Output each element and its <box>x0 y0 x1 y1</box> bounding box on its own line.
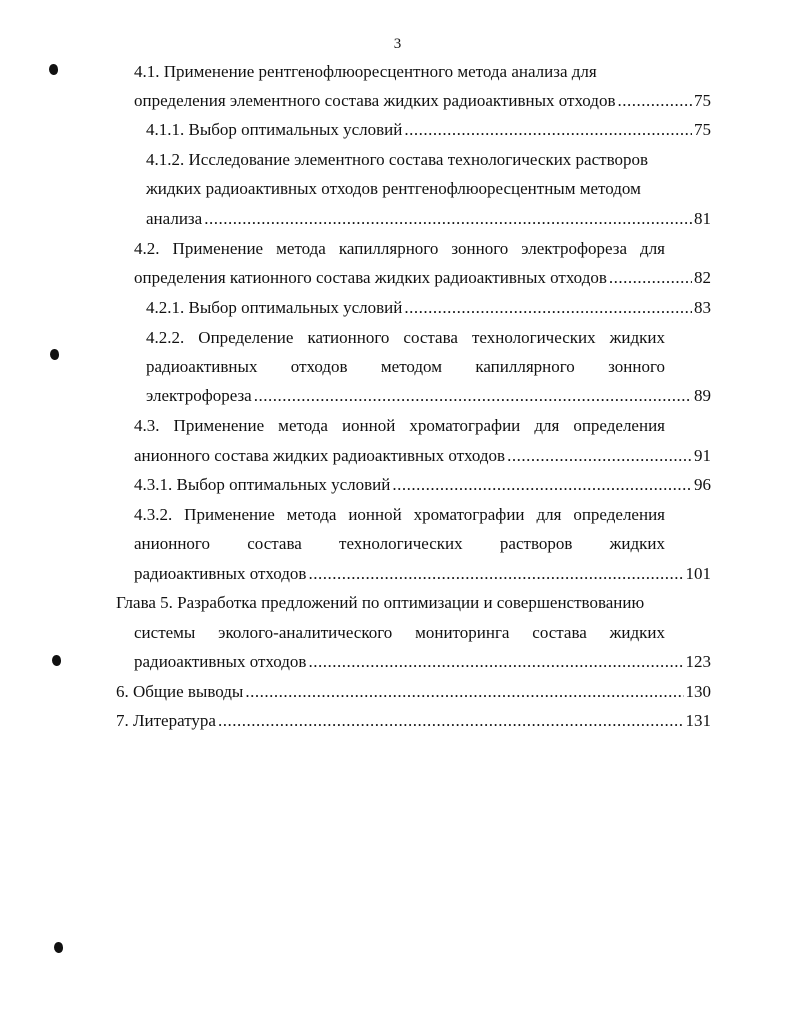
toc-entry-4-3-2-page: 101 <box>685 564 711 583</box>
toc-entry-ch5-line-1: Глава 5. Разработка предложений по оптимизации и совершенствованию <box>116 593 645 612</box>
dot-leader <box>404 294 692 322</box>
scan-mark-2 <box>50 349 59 360</box>
toc-entry-4-3-line-2 <box>134 442 711 470</box>
toc-entry-4-3-2-text: радиоактивных отходов <box>134 564 307 583</box>
toc-entry-7-text: 7. Литература <box>116 711 216 730</box>
scan-mark-3 <box>52 655 61 666</box>
toc-entry-4-1-2-line-1: 4.1.2. Исследование элементного состава технологических растворов <box>146 150 649 169</box>
dot-leader <box>308 560 683 588</box>
dot-leader <box>609 264 692 292</box>
toc-entry-ch5-line-3 <box>134 648 711 676</box>
toc-entry-ch5-page: 123 <box>685 652 711 671</box>
toc-entry-4-2-2-page: 89 <box>694 386 711 405</box>
toc-entry-4-2-line-2 <box>134 264 711 292</box>
dot-leader <box>618 87 693 115</box>
toc-entry-4-2-2-text: электрофореза <box>146 386 252 405</box>
dot-leader <box>507 442 692 470</box>
toc-entry-4-3-2-line-2: анионного состава технологических растворов жидких <box>134 534 665 553</box>
toc-entry-4-1-line-1: 4.1. Применение рентгенофлюоресцентного метода анализа для <box>134 62 597 81</box>
toc-entry-4-1-1-page: 75 <box>694 120 711 139</box>
toc-entry-4-2-1-page: 83 <box>694 298 711 317</box>
toc-entry-4-2-2-line-1: 4.2.2. Определение катионного состава технологических жидких <box>146 328 665 347</box>
dot-leader <box>254 382 692 410</box>
toc-entry-4-3-1 <box>134 471 711 499</box>
toc-entry-4-1-2-page: 81 <box>694 209 711 228</box>
toc-entry-4-2-1 <box>146 294 711 322</box>
toc-entry-4-3-2-line-3 <box>134 560 711 588</box>
toc-entry-4-2-2-line-3 <box>146 382 711 410</box>
toc-entry-4-1-line-2 <box>134 87 711 115</box>
toc-entry-4-1-2-line-2: жидких радиоактивных отходов рентгенофлюоресцентным методом <box>146 179 641 198</box>
toc-entry-7-page: 131 <box>685 711 711 730</box>
dot-leader <box>218 707 684 735</box>
scan-mark-1 <box>49 64 58 75</box>
toc-entry-ch5-text: радиоактивных отходов <box>134 652 307 671</box>
dot-leader <box>204 205 692 233</box>
toc-entry-4-3-text: анионного состава жидких радиоактивных отходов <box>134 446 506 465</box>
toc-entry-4-3-1-page: 96 <box>694 475 711 494</box>
toc-entry-4-3-1-text: 4.3.1. Выбор оптимальных условий <box>134 475 391 494</box>
toc-entry-6-page: 130 <box>685 682 711 701</box>
toc-entry-4-2-2-line-2: радиоактивных отходов методом капиллярного зонного <box>146 357 665 376</box>
page-number: 3 <box>393 36 402 52</box>
toc-entry-4-2-text: определения катионного состава жидких радиоактивных отходов <box>134 268 607 287</box>
toc-entry-4-3-2-line-1: 4.3.2. Применение метода ионной хроматографии для определения <box>134 505 665 524</box>
toc-entry-4-1-1-text: 4.1.1. Выбор оптимальных условий <box>146 120 403 139</box>
toc-entry-6-text: 6. Общие выводы <box>116 682 244 701</box>
toc-entry-4-3-page: 91 <box>694 446 711 465</box>
toc-entry-6 <box>116 678 711 706</box>
toc-entry-4-1-2-line-3 <box>146 205 711 233</box>
dot-leader <box>245 678 683 706</box>
toc-entry-4-1-text: определения элементного состава жидких радиоактивных отходов <box>134 91 616 110</box>
toc-entry-4-2-line-1: 4.2. Применение метода капиллярного зонного электрофореза для <box>134 239 665 258</box>
toc-entry-4-3-line-1: 4.3. Применение метода ионной хроматографии для определения <box>134 416 665 435</box>
toc-entry-4-1-1 <box>146 116 711 144</box>
toc-entry-4-2-page: 82 <box>694 268 711 287</box>
toc-entry-4-2-1-text: 4.2.1. Выбор оптимальных условий <box>146 298 403 317</box>
toc-entry-4-1-2-text: анализа <box>146 209 203 228</box>
scan-mark-4 <box>54 942 63 953</box>
toc-entry-ch5-line-2: системы эколого-аналитического мониторинга состава жидких <box>134 623 665 642</box>
dot-leader <box>392 471 692 499</box>
dot-leader <box>404 116 692 144</box>
dot-leader <box>308 648 683 676</box>
toc-entry-7 <box>116 707 711 735</box>
toc-entry-4-1-page: 75 <box>694 91 711 110</box>
